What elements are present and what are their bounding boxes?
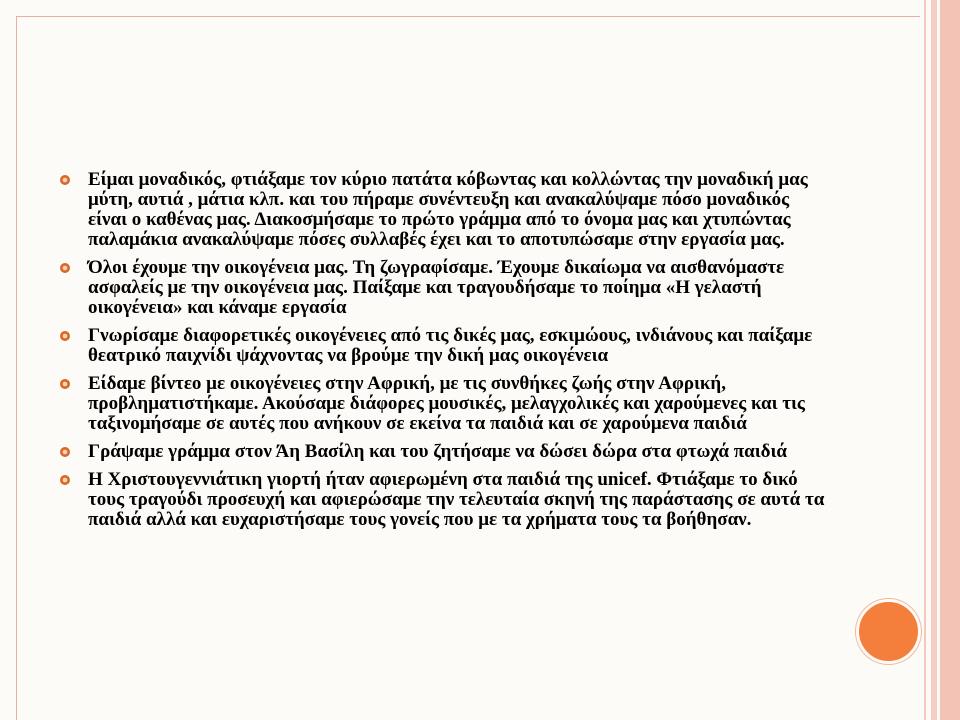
bullet-item xyxy=(60,470,830,530)
bullet-item xyxy=(60,170,830,250)
circle-bullet-icon xyxy=(60,331,70,341)
circle-bullet-icon xyxy=(60,175,70,185)
bullet-item xyxy=(60,442,830,462)
circle-bullet-icon xyxy=(60,379,70,389)
bullet-text: Είδαμε βίντεο με οικογένειες στην Αφρική, με τις συνθήκες ζωής στην Αφρική, προβληματιστήκαμε. Ακούσαμε διάφορες μουσικές, μελαγχολικές και χαρούμενες και τις ταξινομήσαμε σε αυτές που ανήκουν σε εκείνα τα παιδιά και σε χαρούμενα παιδιά xyxy=(88,373,805,434)
bullet-text: Γράψαμε γράμμα στον Άη Βασίλη και του ζητήσαμε να δώσει δώρα στα φτωχά παιδιά xyxy=(88,441,788,462)
decorative-stripes xyxy=(920,0,960,720)
bullet-text: Γνωρίσαμε διαφορετικές οικογένειες από τις δικές μας, εσκιμώους, ινδιάνους και παίξαμε θεατρικό παιχνίδι ψάχνοντας να βρούμε την δική μας οικογένεια xyxy=(88,325,813,366)
circle-bullet-icon xyxy=(60,475,70,485)
circle-bullet-icon xyxy=(60,263,70,273)
circle-bullet-icon xyxy=(60,447,70,457)
bullet-list xyxy=(60,170,830,530)
bullet-item xyxy=(60,326,830,366)
bullet-text: Η Χριστουγεννιάτικη γιορτή ήταν αφιερωμένη στα παιδιά της unicef. Φτιάξαμε το δικό τους τραγούδι προσευχή και αφιερώσαμε την τελευταία σκηνή της παράστασης σε αυτά τα παιδιά αλλά και ευχαριστήσαμε τους γονείς που με τα χρήματα τους τα βοήθησαν. xyxy=(88,469,825,530)
decorative-circle xyxy=(856,599,921,664)
bullet-item xyxy=(60,374,830,434)
bullet-text: Είμαι μοναδικός, φτιάξαμε τον κύριο πατάτα κόβωντας και κολλώντας την μοναδική μας μύτη, αυτιά , μάτια κλπ. και του πήραμε συνέντευξη και ανακαλύψαμε πόσο μοναδικός είναι ο καθένας μας. Διακοσμήσαμε το πρώτο γράμμα από το όνομα μας και χτυπώντας παλαμάκια ανακαλύψαμε πόσες συλλαβές έχει και το αποτυπώσαμε στην εργασία μας. xyxy=(88,169,808,250)
bullet-item xyxy=(60,258,830,318)
bullet-text: Όλοι έχουμε την οικογένεια μας. Τη ζωγραφίσαμε. Έχουμε δικαίωμα να αισθανόμαστε ασφαλείς με την οικογένεια μας. Παίξαμε και τραγουδήσαμε το ποίημα «Η γελαστή οικογένεια» και κάναμε εργασία xyxy=(88,257,785,318)
slide-content xyxy=(60,170,830,538)
